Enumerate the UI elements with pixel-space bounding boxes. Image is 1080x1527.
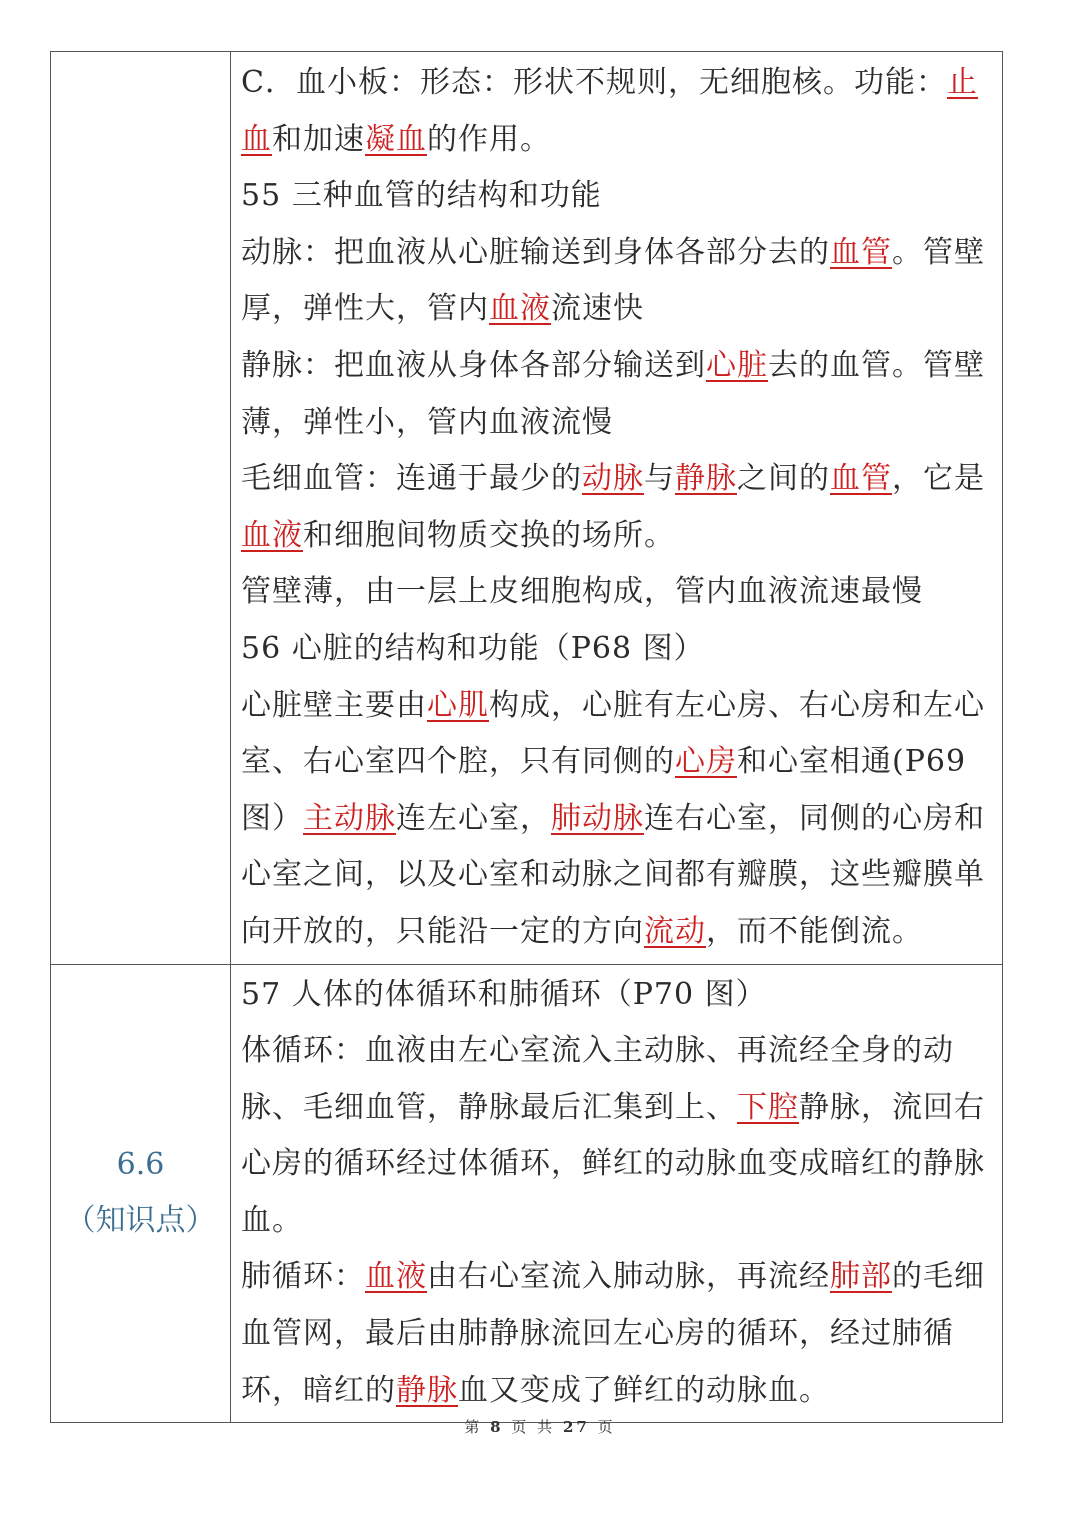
text-run: 。管壁厚，弹性大，管内 (241, 234, 985, 327)
paragraph (241, 168, 994, 225)
paragraph (241, 451, 994, 564)
highlighted-term: 静脉 (396, 1372, 458, 1408)
text-run: 的作用。 (427, 121, 551, 157)
left-cell-empty (51, 52, 231, 965)
highlighted-term: 静脉 (675, 461, 737, 497)
highlighted-term: 血管 (830, 234, 892, 270)
highlighted-term: 流动 (644, 913, 706, 949)
text-run: 55 三种血管的结构和功能 (241, 178, 602, 214)
notes-table (50, 51, 1003, 1423)
highlighted-term: 凝血 (365, 121, 427, 157)
row1-text (231, 52, 1002, 964)
left-cell-date (51, 964, 231, 1423)
text-run: 由右心室流入肺动脉，再流经 (427, 1259, 830, 1295)
text-run: 动脉：把血液从心脏输送到身体各部分去的 (241, 234, 830, 270)
footer-total-pages: 27 (562, 1418, 590, 1436)
highlighted-term: 血液 (365, 1259, 427, 1295)
text-run: 57 人体的体循环和肺循环（P70 图） (241, 976, 767, 1012)
paragraph (241, 564, 994, 621)
text-run: C．血小板：形态：形状不规则，无细胞核。功能： (241, 65, 947, 100)
tag-label: （知识点） (65, 1203, 216, 1239)
highlighted-term: 下腔 (737, 1089, 799, 1125)
highlighted-term: 肺部 (830, 1259, 892, 1295)
text-run: 体循环：血液由左心室流入主动脉、再流经全身的动脉、毛细血管，静脉最后汇集到上、 (241, 1033, 954, 1125)
highlighted-term: 心脏 (706, 347, 768, 383)
paragraph (241, 55, 994, 168)
text-run: 静脉，流回右心房的循环经过体循环，鲜红的动脉血变成暗红的静脉血。 (241, 1089, 985, 1238)
row2-text (231, 965, 1002, 1423)
paragraph (241, 1249, 994, 1419)
table-row (51, 52, 1003, 965)
text-run: 流速快 (551, 291, 644, 327)
highlighted-term: 心肌 (427, 687, 489, 723)
text-run: 肺循环： (241, 1259, 365, 1295)
text-run: 和心室相通(P69 图） (241, 744, 967, 836)
highlighted-term: 心房 (675, 744, 737, 780)
text-run: 去的血管。管壁薄，弹性小，管内血液流慢 (241, 347, 985, 440)
footer-mid: 页 共 (511, 1418, 556, 1436)
table-row (51, 964, 1003, 1423)
text-run: 管壁薄，由一层上皮细胞构成，管内血液流速最慢 (241, 574, 923, 610)
date-label: 6.6 (116, 1147, 165, 1183)
highlighted-term: 血管 (830, 461, 892, 497)
highlighted-term: 动脉 (582, 461, 644, 497)
text-run: 的毛细血管网，最后由肺静脉流回左心房的循环，经过肺循环，暗红的 (241, 1259, 985, 1408)
text-run: 和细胞间物质交换的场所。 (303, 517, 675, 553)
text-run: 毛细血管：连通于最少的 (241, 461, 582, 497)
highlighted-term: 止血 (241, 65, 978, 157)
text-run: ，它是 (892, 461, 985, 497)
footer-page-number: 8 (490, 1418, 504, 1436)
highlighted-term: 血液 (241, 517, 303, 553)
paragraph (241, 1023, 994, 1249)
text-run: 之间的 (737, 461, 830, 497)
text-run: ，而不能倒流。 (706, 913, 923, 949)
text-run: 和加速 (272, 121, 365, 157)
text-run: 连右心室，同侧的心房和心室之间，以及心室和动脉之间都有瓣膜，这些瓣膜单向开放的，只能沿一定的方向 (241, 800, 985, 949)
paragraph (241, 678, 994, 961)
paragraph (241, 225, 994, 338)
highlighted-term: 血液 (489, 291, 551, 327)
highlighted-term: 主动脉 (303, 800, 396, 836)
content-cell (231, 964, 1003, 1423)
page-footer (0, 1416, 1080, 1437)
paragraph (241, 967, 994, 1024)
highlighted-term: 肺动脉 (551, 800, 644, 836)
text-run: 连左心室， (396, 800, 551, 836)
content-cell (231, 52, 1003, 965)
text-run: 血又变成了鲜红的动脉血。 (458, 1372, 830, 1408)
footer-suffix: 页 (597, 1418, 616, 1436)
text-run: 心脏壁主要由 (241, 687, 427, 723)
text-run: 构成，心脏有左心房、右心房和左心室、右心室四个腔，只有同侧的 (241, 687, 985, 780)
text-run: 56 心脏的结构和功能（P68 图） (241, 630, 705, 666)
text-run: 与 (644, 461, 675, 497)
text-run: 静脉：把血液从身体各部分输送到 (241, 347, 706, 383)
paragraph (241, 621, 994, 678)
footer-prefix: 第 (464, 1418, 483, 1436)
paragraph (241, 338, 994, 451)
